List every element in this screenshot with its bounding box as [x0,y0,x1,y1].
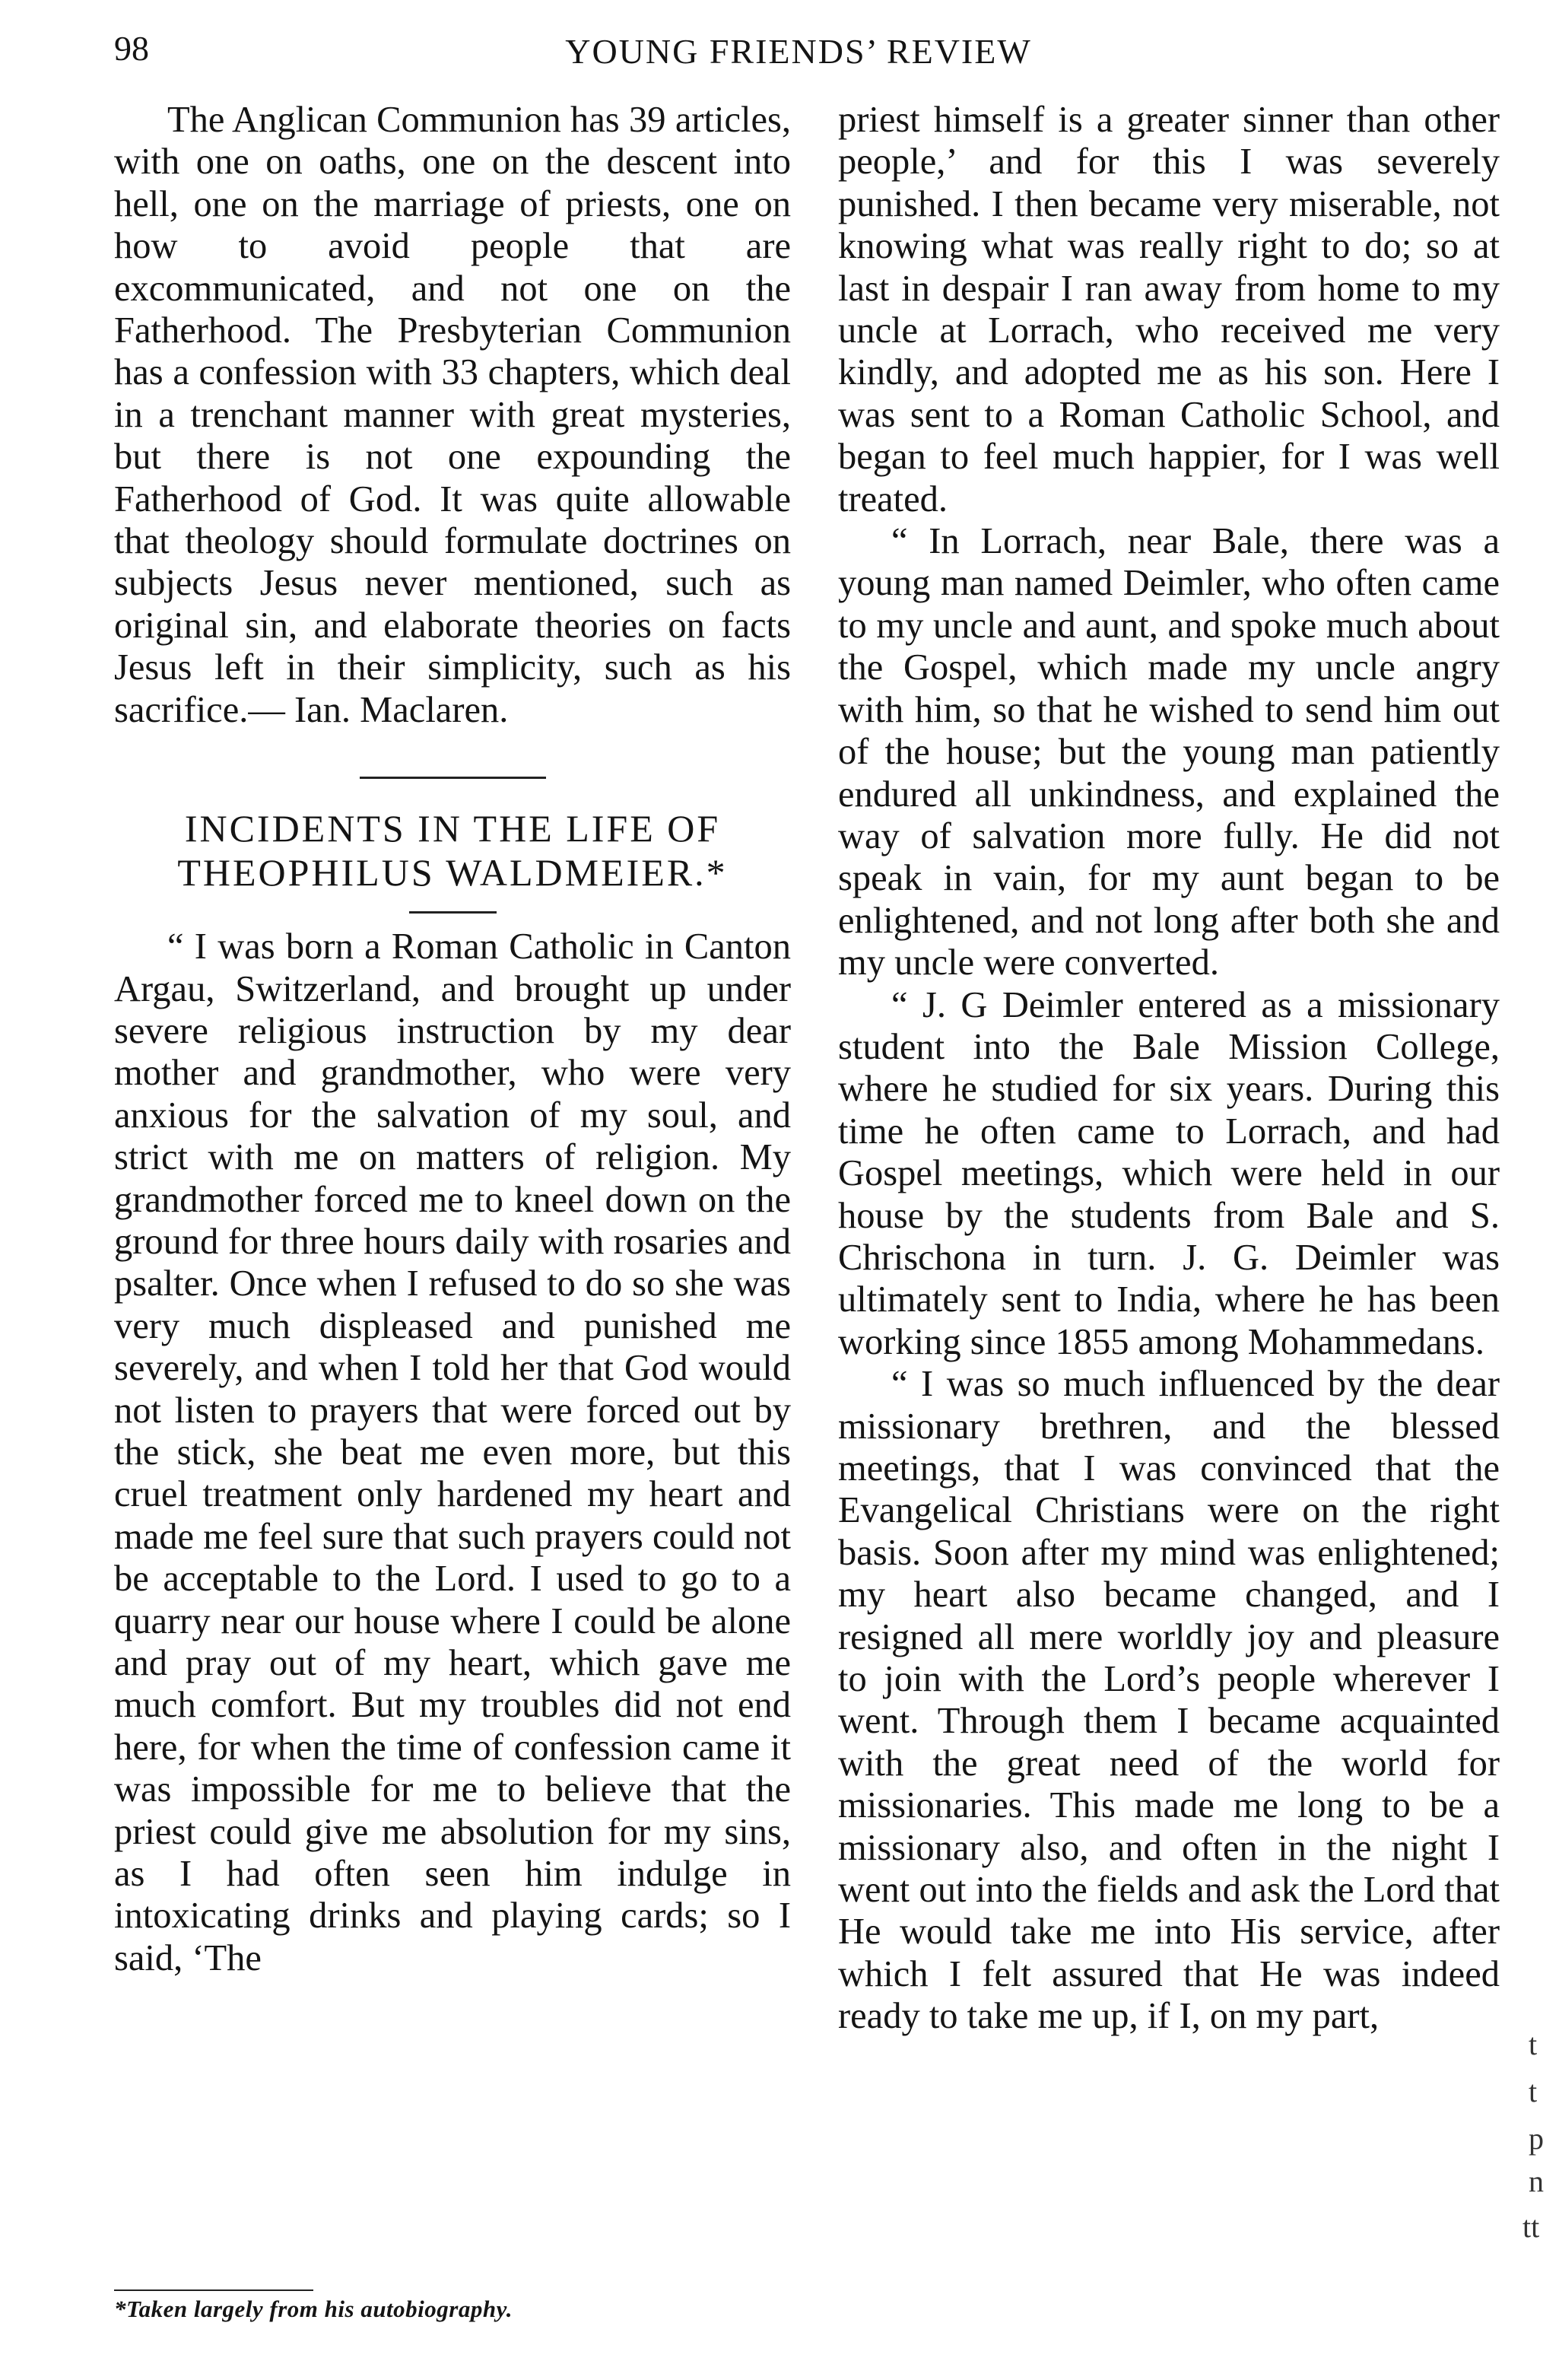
running-head: YOUNG FRIENDS’ REVIEW [565,32,1032,71]
footnote-divider [114,2289,313,2291]
edge-fragment: n [1529,2164,1544,2198]
paragraph: The Anglican Communion has 39 articles, with one on oaths, one on the descent into hell, one on the marriage of priests, one on how to avoid people that are excommunicated, and not one on the Fatherhood. The Presbyterian Communion has a confession with 33 chapters, which deal in a trenchant manner with great mysteries, but there is not one expounding the Fatherhood of God. It was quite allowable that theology should formulate doctrines on subjects Jesus never mentioned, such as original sin, and elaborate theories on facts Jesus left in their simplicity, such as his sacrifice.— Ian. Maclaren. [114,100,791,730]
edge-fragment: tt [1522,2210,1540,2244]
page-number: 98 [114,29,149,68]
left-column [114,99,791,1979]
edge-fragment: t [1529,2074,1538,2108]
edge-fragment: t [1529,2027,1538,2061]
section-title-line: THEOPHILUS WALDMEIER.* [177,851,728,894]
paragraph: “ J. G Deimler entered as a missionary student into the Bale Mission College, where he studied for six years. During this time he often came to Lorrach, and had Gospel meetings, which were held in our house by the students from Bale and S. Chrischona in turn. J. G. Deimler was ultimately sent to India, where he has been working since 1855 among Mohammedans. [838,984,1500,1362]
right-column [838,99,1500,2038]
section-divider [360,777,546,779]
paragraph: priest himself is a greater sinner than other people,’ and for this I was severely punished. I then became very miserable, not knowing what was really right to do; so at last in despair I ran away from home to my uncle at Lorrach, who received me very kindly, and adopted me as his son. Here I was sent to a Roman Catholic School, and began to feel much happier, for I was well treated. [838,100,1500,520]
paragraph: “ I was so much influenced by the dear missionary brethren, and the blessed meetings, that I was convinced that the Evangelical Christians were on the right basis. Soon after my mind was enlightened; my heart also became changed, and I resigned all mere worldly joy and pleasure to join with the Lord’s people wherever I went. Through them I became acquainted with the great need of the world for missionaries. This made me long to be a missionary also, and often in the night I went out into the fields and ask the Lord that He would take me into His service, after which I felt assured that He was indeed ready to take me up, if I, on my part, [838,1364,1500,2037]
paragraph: “ I was born a Roman Catholic in Canton Argau, Switzerland, and brought up under severe religious instruction by my dear mother and grandmother, who were very anxious for the salvation of my soul, and strict with me on matters of religion. My grandmother forced me to kneel down on the ground for three hours daily with rosaries and psalter. Once when I refused to do so she was very much displeased and punished me severely, and when I told her that God would not listen to prayers that were forced out by the stick, she beat me even more, but this cruel treatment only hardened my heart and made me feel sure that such prayers could not be acceptable to the Lord. I used to go to a quarry near our house where I could be alone and pray out of my heart, which gave me much comfort. But my troubles did not end here, for when the time of confession came it was impossible for me to believe that the priest could give me absolution for my sins, as I had often seen him indulge in intoxicating drinks and playing cards; so I said, ‘The [114,926,791,1978]
section-title-line: INCIDENTS IN THE LIFE OF [184,807,721,850]
title-divider [409,911,497,914]
edge-fragment: p [1529,2121,1544,2156]
section-title [114,806,791,894]
paragraph: “ In Lorrach, near Bale, there was a young man named Deimler, who often came to my uncle and aunt, and spoke much about the Gospel, which made my uncle angry with him, so that he wished to send him out of the house; but the young man patiently endured all unkindness, and explained the way of salvation more fully. He did not speak in vain, for my aunt began to be enlightened, and not long after both she and my uncle were converted. [838,521,1500,983]
footnote: *Taken largely from his autobiography. [114,2296,513,2322]
